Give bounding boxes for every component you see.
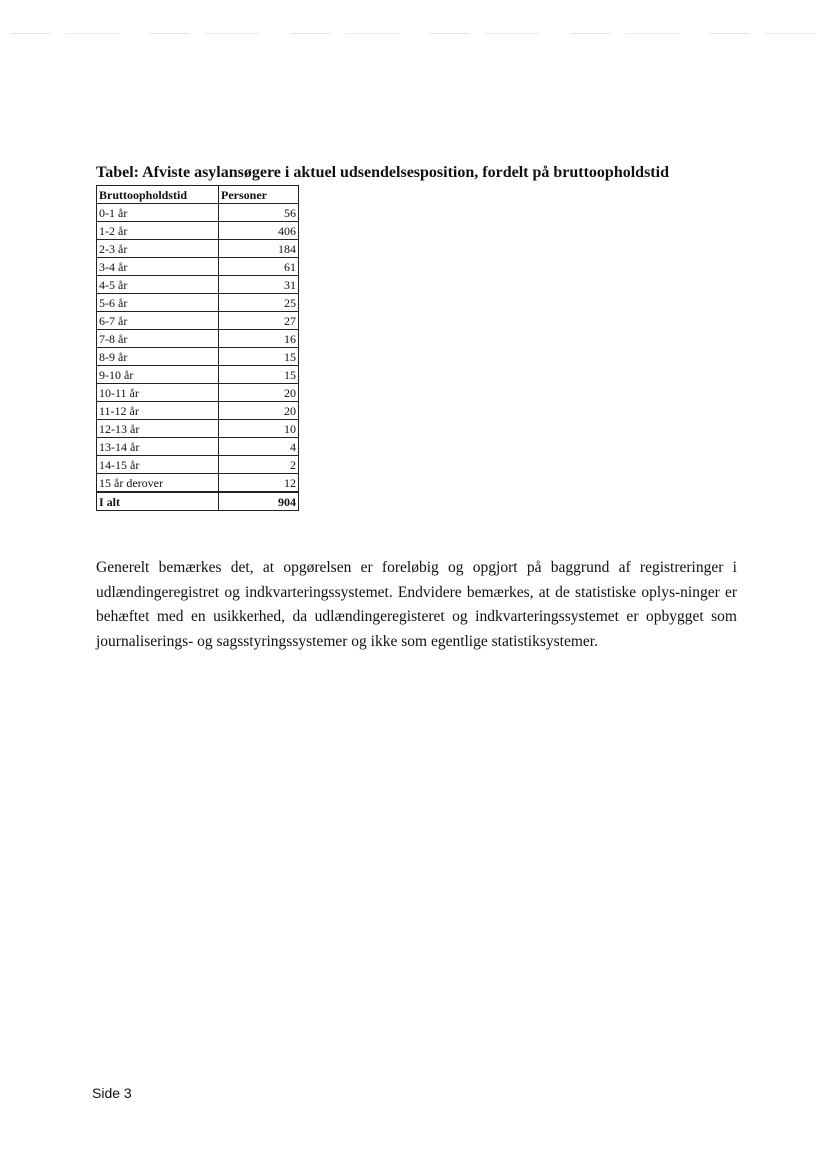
row-label: 14-15 år (97, 456, 219, 474)
table-body (97, 204, 299, 511)
table-row (97, 222, 299, 240)
table-row (97, 366, 299, 384)
table-row (97, 240, 299, 258)
row-label: 12-13 år (97, 420, 219, 438)
row-value: 4 (219, 438, 299, 456)
row-value: 31 (219, 276, 299, 294)
row-label: 6-7 år (97, 312, 219, 330)
table-row (97, 330, 299, 348)
row-label: 2-3 år (97, 240, 219, 258)
row-value: 15 (219, 348, 299, 366)
row-label: 7-8 år (97, 330, 219, 348)
data-table (96, 185, 299, 511)
table-row (97, 294, 299, 312)
page-number: Side 3 (92, 1085, 132, 1101)
table-row (97, 420, 299, 438)
row-label: 13-14 år (97, 438, 219, 456)
body-paragraph: Generelt bemærkes det, at opgørelsen er foreløbig og opgjort på baggrund af registreringer i udlændingeregistret og indkvarteringssystemet. Endvidere bemærkes, at de statistiske oplys-ninger er behæftet med en usikkerhed, da udlændingeregisteret og indkvarteringssystemet er opbygget som journaliserings- og sagsstyringssystemer og ikke som egentlige statistiksystemer. (96, 559, 737, 650)
column-header: Bruttoopholdstid (97, 186, 219, 204)
table-row (97, 438, 299, 456)
total-value: 904 (219, 492, 299, 511)
scan-artifact-line (10, 33, 816, 34)
row-value: 20 (219, 384, 299, 402)
row-value: 12 (219, 474, 299, 493)
table-header-row (97, 186, 299, 204)
row-label: 1-2 år (97, 222, 219, 240)
row-label: 15 år derover (97, 474, 219, 493)
table-title: Tabel: Afviste asylansøgere i aktuel udsendelsesposition, fordelt på bruttoopholdstid (96, 164, 669, 181)
row-label: 11-12 år (97, 402, 219, 420)
table-row (97, 384, 299, 402)
row-value: 15 (219, 366, 299, 384)
row-label: 5-6 år (97, 294, 219, 312)
table-row (97, 474, 299, 493)
table-row (97, 258, 299, 276)
row-value: 56 (219, 204, 299, 222)
row-label: 4-5 år (97, 276, 219, 294)
row-label: 3-4 år (97, 258, 219, 276)
row-value: 20 (219, 402, 299, 420)
row-value: 10 (219, 420, 299, 438)
total-label: I alt (97, 492, 219, 511)
table-row (97, 456, 299, 474)
table-row (97, 402, 299, 420)
row-value: 184 (219, 240, 299, 258)
column-header: Personer (219, 186, 299, 204)
row-value: 2 (219, 456, 299, 474)
row-label: 9-10 år (97, 366, 219, 384)
row-value: 16 (219, 330, 299, 348)
row-value: 61 (219, 258, 299, 276)
table-row (97, 276, 299, 294)
row-value: 25 (219, 294, 299, 312)
row-label: 10-11 år (97, 384, 219, 402)
table-row (97, 204, 299, 222)
row-label: 8-9 år (97, 348, 219, 366)
row-label: 0-1 år (97, 204, 219, 222)
table-row (97, 312, 299, 330)
row-value: 406 (219, 222, 299, 240)
table-total-row (97, 492, 299, 511)
table-row (97, 348, 299, 366)
row-value: 27 (219, 312, 299, 330)
